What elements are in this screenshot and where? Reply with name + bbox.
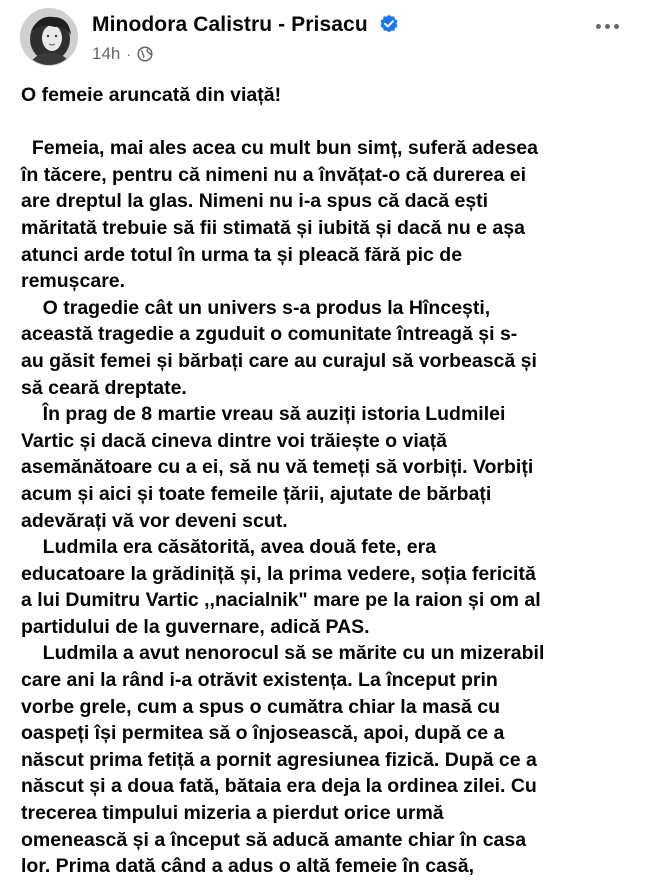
post-line: remușcare. [21, 270, 126, 293]
post-line: acum și aici și toate femeile țării, ajutate de bărbați [21, 482, 492, 505]
author-name-text[interactable]: Minodora Calistru - Prisacu [92, 13, 368, 36]
avatar[interactable] [20, 8, 78, 66]
post-line: Ludmila era căsătorită, avea două fete, era [21, 536, 437, 559]
post-line: Femeia, mai ales acea cu mult bun simț, suferă adesea [21, 137, 538, 160]
post-line: are dreptul la glas. Nimeni nu i-a spus că dacă ești [21, 190, 489, 213]
post-line: născut și a doua fată, bătaia era deja la ordinea zilei. Cu [21, 775, 537, 798]
more-options-button[interactable] [589, 8, 625, 44]
post-line: care ani la rând i-a otrăvit existența. La început prin [21, 669, 498, 692]
post-text [21, 82, 627, 880]
post-line: educatoare la grădiniță și, la prima vedere, soția fericită [21, 562, 536, 585]
post-line: O tragedie cât un univers s-a produs la Hîncești, [21, 296, 491, 319]
timestamp-link[interactable]: 14h [92, 44, 121, 63]
post-line: Ludmila a avut nenorocul să se mărite cu un mizerabil [21, 642, 545, 665]
post-line: vorbe grele, cum a spus o cumătra chiar la masă cu [21, 695, 501, 718]
post-line: atunci arde totul în urma ta și pleacă fără pic de [21, 243, 463, 266]
post-header [20, 8, 625, 72]
post-meta [92, 44, 153, 64]
more-options-dot [605, 24, 610, 29]
post-line: trecerea timpului mizeria a pierdut orice urmă [21, 802, 444, 825]
post-line: lor. Prima dată când a adus o altă femeie în casă, [21, 855, 475, 878]
post-title: O femeie aruncată din viață! [21, 84, 282, 106]
verified-badge-icon [379, 14, 399, 34]
post-line: adevărați vă vor deveni scut. [21, 509, 288, 532]
post-line: această tragedie a zguduit o comunitate întreagă și s- [21, 323, 518, 346]
author-name[interactable] [92, 13, 399, 37]
meta-separator: · [126, 46, 132, 62]
post-line: măritată trebuie să fii stimată și iubită și dacă nu e așa [21, 216, 525, 239]
post-line-blank [21, 109, 627, 136]
post-line: au găsit femei și bărbați care au curajul să vorbească și [21, 349, 537, 372]
post-line: născut prima fetiță a pornit agresiunea fizică. După ce a [21, 748, 537, 771]
avatar-photo [21, 9, 78, 66]
post-line: omenească și a început să aducă amante chiar în casa [21, 828, 527, 851]
post-line: oaspeți își permitea să o înjosească, apoi, după ce a [21, 722, 505, 745]
more-options-icon [596, 24, 601, 29]
post-line: În prag de 8 martie vreau să auziți istoria Ludmilei [21, 403, 506, 426]
post-line: să ceară dreptate. [21, 376, 187, 399]
globe-icon[interactable] [137, 46, 153, 62]
post-line: Vartic și dacă cineva dintre voi trăiește o viață [21, 429, 447, 452]
post-line: a lui Dumitru Vartic ,,nacialnik" mare pe la raion și om al [21, 589, 541, 612]
post-line: asemănătoare cu a ei, să nu vă temeți să vorbiți. Vorbiți [21, 456, 534, 479]
post-line: în tăcere, pentru că nimeni nu a învățat-o că durerea ei [21, 163, 526, 186]
more-options-dot [614, 24, 619, 29]
post-line: partidului de la guvernare, adică PAS. [21, 615, 370, 638]
